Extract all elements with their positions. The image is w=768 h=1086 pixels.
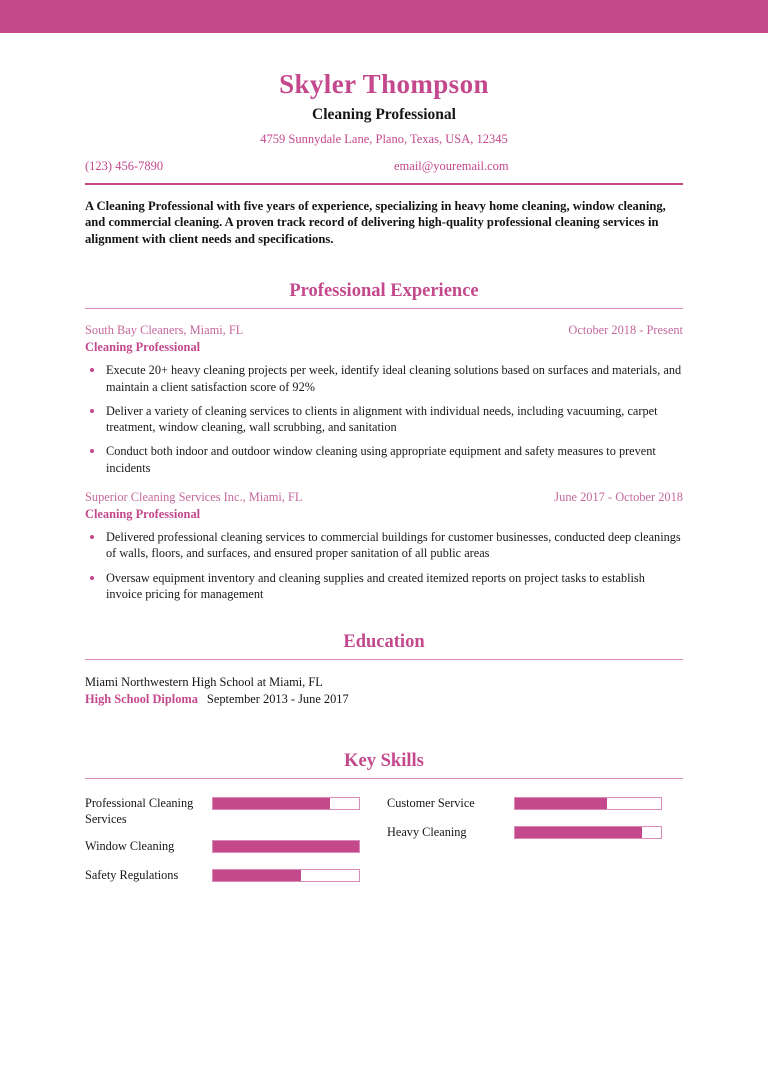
experience-dates: October 2018 - Present	[568, 323, 683, 338]
section-divider-education	[85, 659, 683, 660]
experience-company: Superior Cleaning Services Inc., Miami, FL	[85, 489, 303, 504]
experience-bullet-text: Execute 20+ heavy cleaning projects per week, identify ideal cleaning solutions based on surfaces and materials, and maintain a client satisfaction score of 92%	[106, 363, 682, 394]
skill-label: Customer Service	[387, 795, 475, 810]
bullet-dot-icon	[90, 368, 94, 372]
skill-progress-bar	[212, 869, 360, 882]
section-title-key-skills: Key Skills	[344, 750, 424, 771]
bullet-dot-icon	[90, 449, 94, 453]
skill-row	[85, 795, 384, 827]
resume-page	[0, 33, 768, 1086]
education-degree: High School Diploma	[85, 692, 198, 707]
skill-progress-bar	[514, 797, 662, 810]
skill-label: Heavy Cleaning	[387, 824, 467, 839]
education-dates: September 2013 - June 2017	[206, 692, 349, 707]
experience-bullet-text: Delivered professional cleaning services to commercial buildings for customer businesses, conducted deep cleanings of walls, floors, and surfaces, and ensured proper sanitation of all public areas	[106, 530, 681, 561]
bullet-dot-icon	[90, 535, 94, 539]
experience-bullet-list	[85, 529, 683, 602]
skill-progress-fill	[213, 841, 359, 852]
skill-row	[85, 838, 384, 856]
candidate-job-title: Cleaning Professional	[312, 105, 456, 123]
experience-bullet-text: Deliver a variety of cleaning services to clients in alignment with individual needs, including vacuuming, carpet treatment, window cleaning, wall scrubbing, and sanitation	[106, 403, 658, 435]
skill-progress-fill	[213, 798, 330, 809]
experience-bullet	[85, 403, 683, 435]
experience-entry-header	[85, 490, 683, 505]
section-divider-experience	[85, 308, 683, 309]
experience-bullet-text: Oversaw equipment inventory and cleaning supplies and created itemized reports on project tasks to establish invoice pricing for management	[106, 570, 645, 601]
skill-row	[387, 795, 683, 813]
skill-progress-fill	[213, 870, 301, 881]
experience-bullet	[85, 529, 683, 561]
education-detail-row	[85, 691, 683, 707]
skill-row	[85, 867, 384, 885]
header-divider	[85, 183, 683, 185]
experience-role: Cleaning Professional	[85, 506, 201, 521]
skill-progress-bar	[514, 826, 662, 839]
section-key-skills	[85, 751, 683, 897]
candidate-address: 4759 Sunnydale Lane, Plano, Texas, USA, 12345	[260, 131, 508, 146]
top-accent-banner	[0, 0, 768, 33]
section-professional-experience	[85, 281, 683, 602]
contact-email[interactable]: email@youremail.com	[394, 158, 509, 173]
contact-phone[interactable]: (123) 456-7890	[85, 158, 164, 173]
section-divider-key-skills	[85, 778, 683, 779]
skill-progress-fill	[515, 827, 642, 838]
skill-progress-fill	[515, 798, 607, 809]
experience-bullet	[85, 570, 683, 602]
skills-grid	[85, 795, 683, 896]
resume-header	[85, 33, 683, 174]
experience-bullet-list	[85, 362, 683, 475]
experience-role: Cleaning Professional	[85, 339, 201, 354]
candidate-name: Skyler Thompson	[279, 69, 489, 99]
contact-row	[85, 159, 683, 174]
experience-bullet-text: Conduct both indoor and outdoor window cleaning using appropriate equipment and safety measures to prevent incidents	[106, 444, 656, 475]
skill-label: Safety Regulations	[85, 868, 179, 883]
skill-progress-bar	[212, 797, 360, 810]
education-school: Miami Northwestern High School at Miami, FL	[85, 675, 323, 690]
experience-bullet	[85, 362, 683, 394]
experience-entry-header	[85, 323, 683, 338]
skill-progress-bar	[212, 840, 360, 853]
skills-column-right	[384, 795, 683, 896]
experience-entry	[85, 323, 683, 476]
education-entry	[85, 674, 683, 707]
professional-summary: A Cleaning Professional with five years of experience, specializing in heavy home cleaning, window cleaning, and commercial cleaning. A proven track record of delivering high-quality professional cleaning services in alignment with client needs and specifications.	[85, 198, 666, 246]
skill-row	[387, 824, 683, 842]
skills-column-left	[85, 795, 384, 896]
section-title-education: Education	[343, 631, 425, 652]
skill-label: Professional Cleaning Services	[85, 795, 194, 827]
bullet-dot-icon	[90, 409, 94, 413]
skill-label: Window Cleaning	[85, 839, 175, 854]
experience-dates: June 2017 - October 2018	[554, 489, 683, 504]
experience-bullet	[85, 443, 683, 475]
bullet-dot-icon	[90, 576, 94, 580]
experience-company: South Bay Cleaners, Miami, FL	[85, 323, 244, 338]
section-education	[85, 632, 683, 708]
section-title-experience: Professional Experience	[289, 280, 479, 301]
experience-entry	[85, 490, 683, 602]
